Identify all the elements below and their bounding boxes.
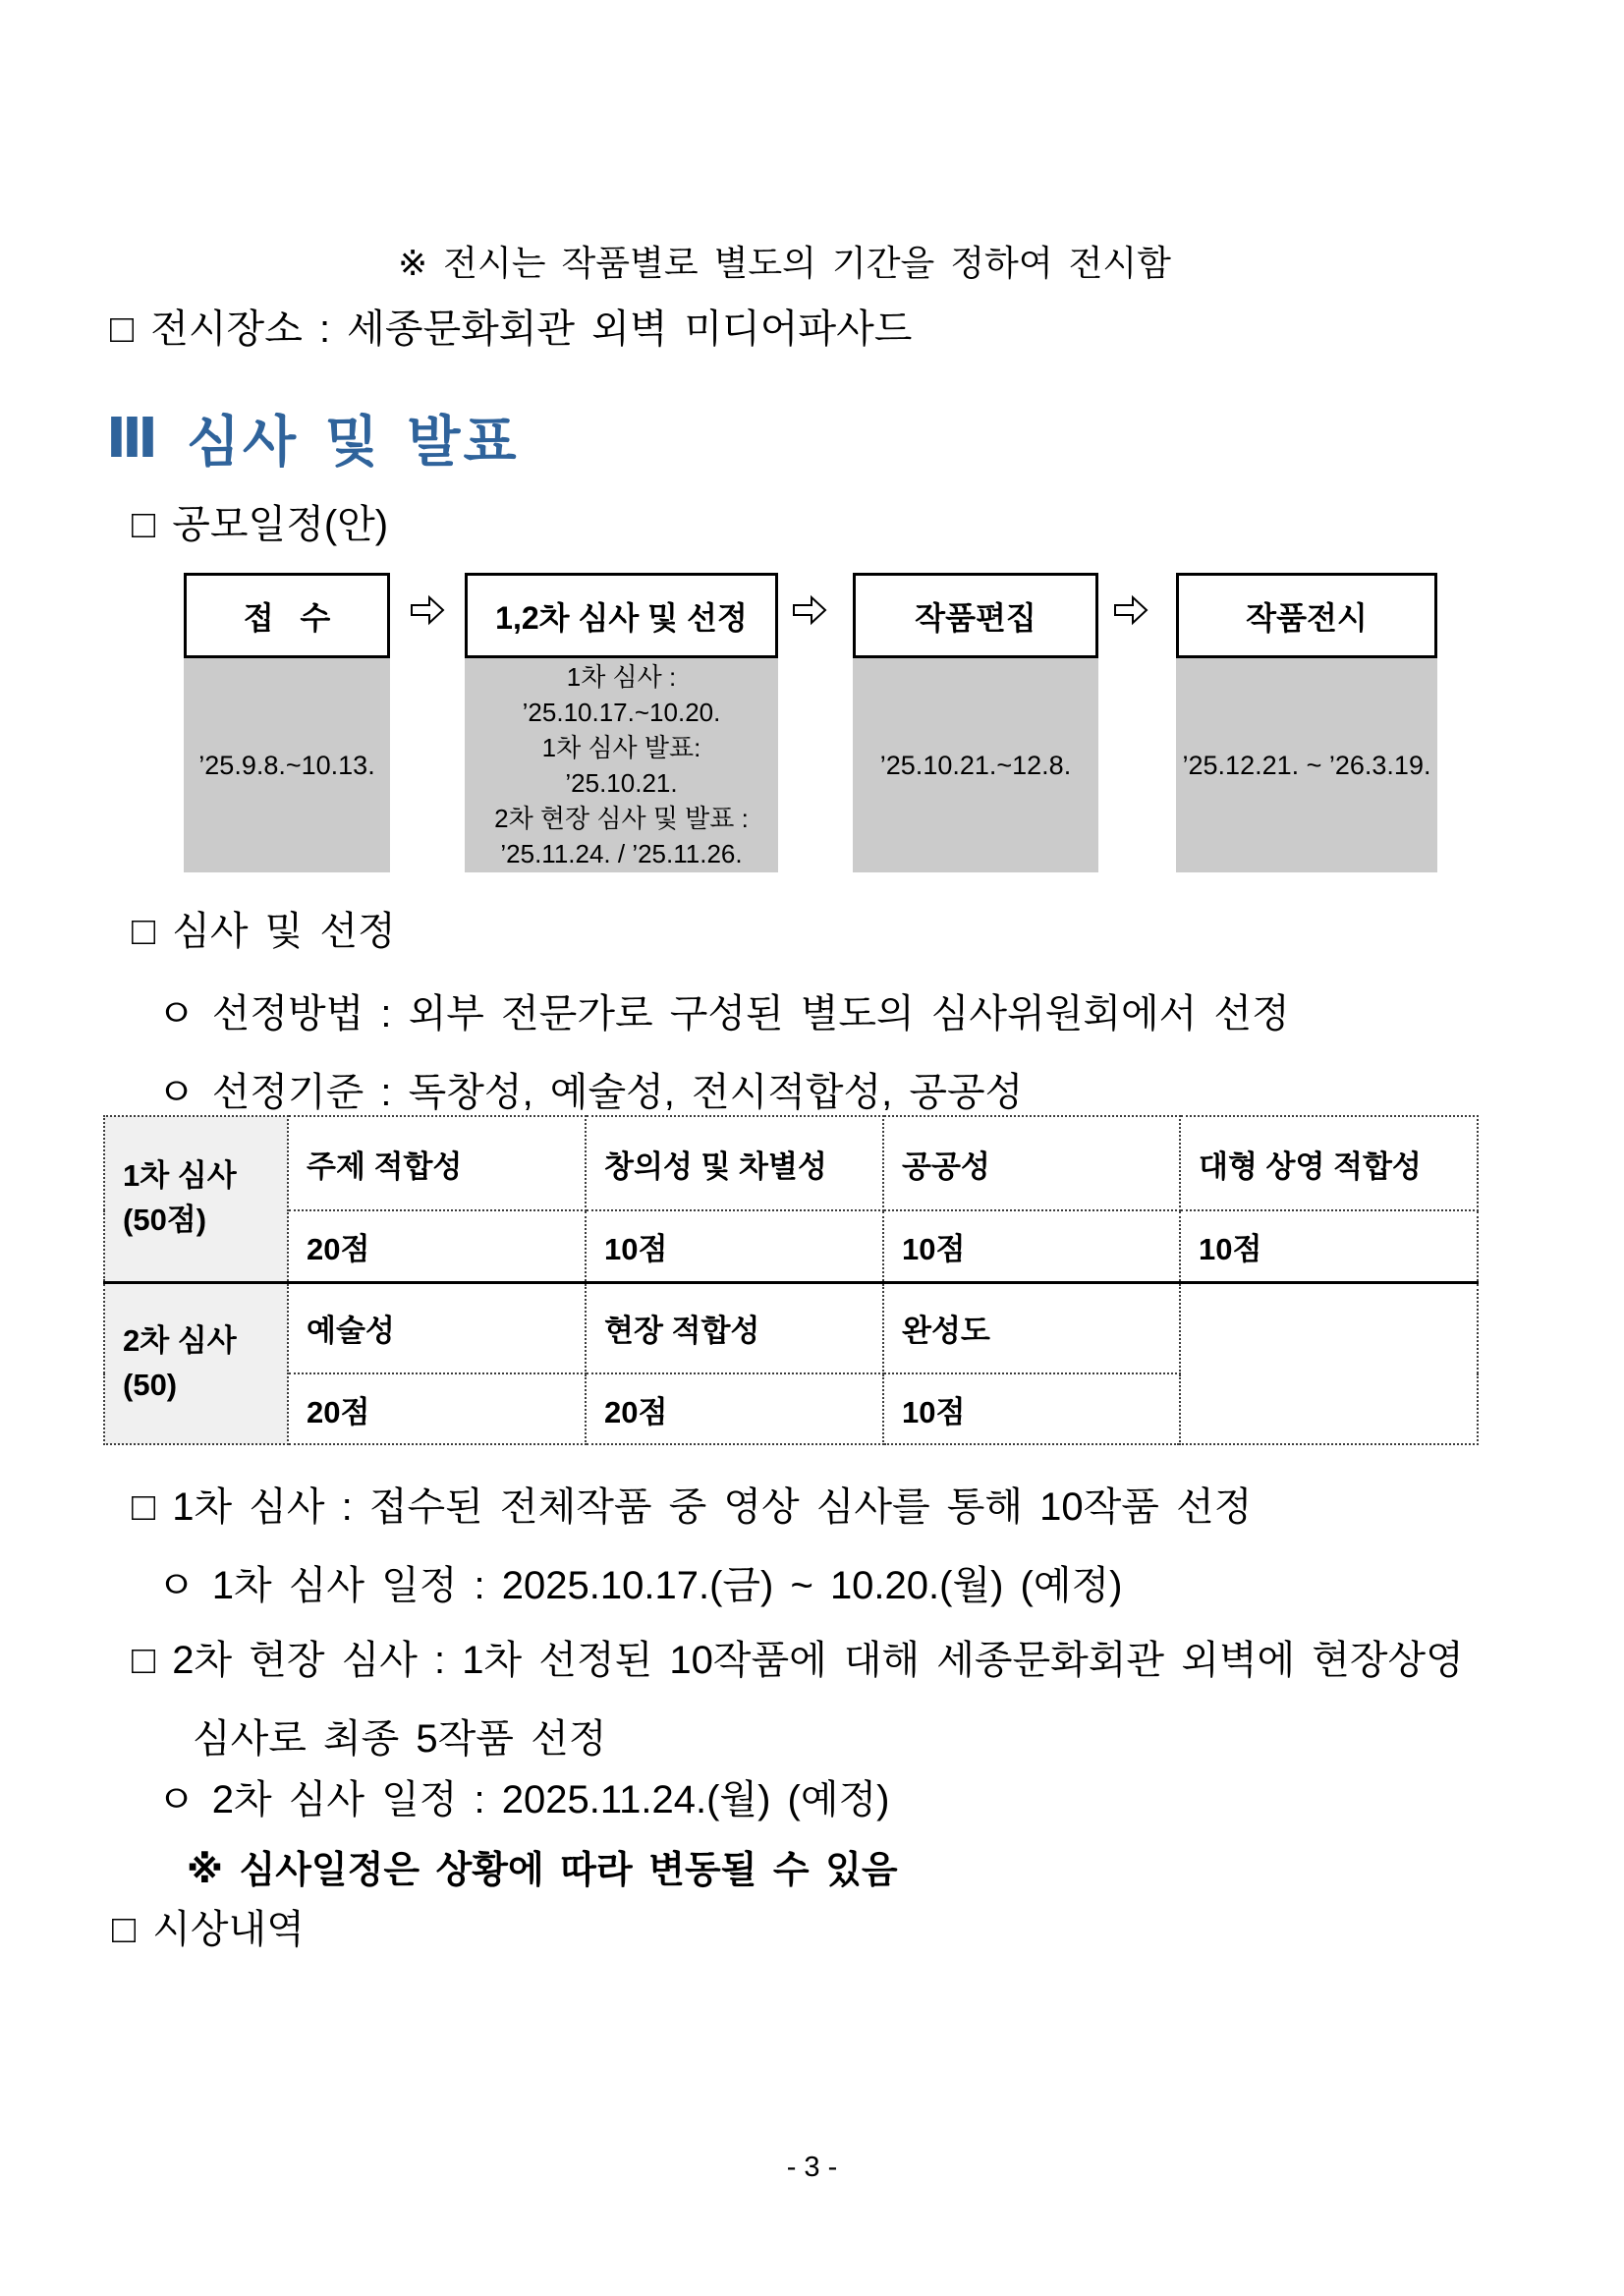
flow-step-title: 작품전시 (1246, 599, 1368, 636)
flow-step-title: 작품편집 (915, 599, 1036, 636)
section-title: 심사 및 발표 (186, 411, 520, 473)
first-review-schedule-line: ㅇ 1차 심사 일정 : 2025.10.17.(금) ~ 10.20.(월) (예정) (157, 1564, 1123, 1607)
score-cell: 20점 (586, 1373, 883, 1444)
score-cell: 10점 (883, 1373, 1180, 1444)
awards-section-label: □ 시상내역 (112, 1908, 305, 1951)
criteria-cell: 주제 적합성 (288, 1116, 586, 1210)
date-line: 1차 심사 : (566, 662, 677, 692)
date-line: ’25.12.21. ~ ’26.3.19. (1182, 751, 1431, 780)
second-review-line-2: 심사로 최종 5작품 선정 (193, 1717, 607, 1761)
row-group-header-1: 1차 심사 (50점) (104, 1116, 288, 1282)
flow-step-review-select (465, 573, 778, 658)
criteria-cell: 완성도 (883, 1282, 1180, 1373)
second-review-schedule-line: ㅇ 2차 심사 일정 : 2025.11.24.(월) (예정) (157, 1778, 890, 1821)
flow-arrow-icon (792, 594, 827, 626)
flow-step-dates-exhibit (1176, 658, 1437, 872)
criteria-cell: 창의성 및 차별성 (586, 1116, 883, 1210)
date-line: ’25.11.24. / ’25.11.26. (500, 839, 743, 868)
page-number: - 3 - (786, 2152, 838, 2183)
date-line: ’25.10.21. (565, 768, 678, 798)
score-cell: 20점 (288, 1373, 586, 1444)
table-row (104, 1282, 1478, 1373)
date-line: 2차 현장 심사 및 발표 : (494, 804, 749, 833)
review-select-label: □ 심사 및 선정 (132, 910, 396, 953)
section-numeral: Ⅲ (106, 407, 161, 469)
criteria-cell: 대형 상영 적합성 (1180, 1116, 1478, 1210)
first-review-line: □ 1차 심사 : 접수된 전체작품 중 영상 심사를 통해 10작품 선정 (132, 1485, 1253, 1529)
flow-step-exhibit (1176, 573, 1437, 658)
date-line: ’25.10.21.~12.8. (879, 751, 1072, 780)
table-row (104, 1210, 1478, 1282)
table-row (104, 1116, 1478, 1210)
date-line: ’25.9.8.~10.13. (198, 751, 375, 780)
flow-step-dates-edit (853, 658, 1098, 872)
schedule-label: □ 공모일정(안) (132, 503, 389, 546)
section-heading (106, 399, 520, 477)
selection-criteria-line: ㅇ 선정기준 : 독창성, 예술성, 전시적합성, 공공성 (157, 1071, 1024, 1114)
flow-step-title: 접 수 (243, 599, 331, 636)
flow-arrow-icon (410, 594, 445, 626)
score-criteria-table (103, 1115, 1479, 1445)
criteria-cell: 현장 적합성 (586, 1282, 883, 1373)
flow-step-dates-review (465, 658, 778, 872)
flow-step-title: 1,2차 심사 및 선정 (495, 599, 748, 636)
exhibit-place-line: □ 전시장소 : 세종문화회관 외벽 미디어파사드 (110, 308, 913, 351)
flow-step-dates-receive (184, 658, 390, 872)
flow-step-receive (184, 573, 390, 658)
score-cell: 10점 (1180, 1210, 1478, 1282)
criteria-cell: 예술성 (288, 1282, 586, 1373)
date-line: 1차 심사 발표: (541, 733, 701, 762)
second-review-line-1: □ 2차 현장 심사 : 1차 선정된 10작품에 대해 세종문화회관 외벽에 현장상영 (132, 1639, 1464, 1682)
score-cell: 10점 (883, 1210, 1180, 1282)
flow-step-edit (853, 573, 1098, 658)
criteria-cell: 공공성 (883, 1116, 1180, 1210)
exhibit-note-line: ※ 전시는 작품별로 별도의 기간을 정하여 전시함 (398, 243, 1171, 283)
schedule-change-note: ※ 심사일정은 상황에 따라 변동될 수 있음 (187, 1850, 898, 1891)
flow-arrow-icon (1113, 594, 1148, 626)
date-line: ’25.10.17.~10.20. (522, 698, 721, 727)
score-cell: 10점 (586, 1210, 883, 1282)
empty-cell (1180, 1282, 1478, 1444)
row-group-header-2: 2차 심사 (50) (104, 1282, 288, 1444)
selection-method-line: ㅇ 선정방법 : 외부 전문가로 구성된 별도의 심사위원회에서 선정 (157, 992, 1290, 1036)
score-cell: 20점 (288, 1210, 586, 1282)
